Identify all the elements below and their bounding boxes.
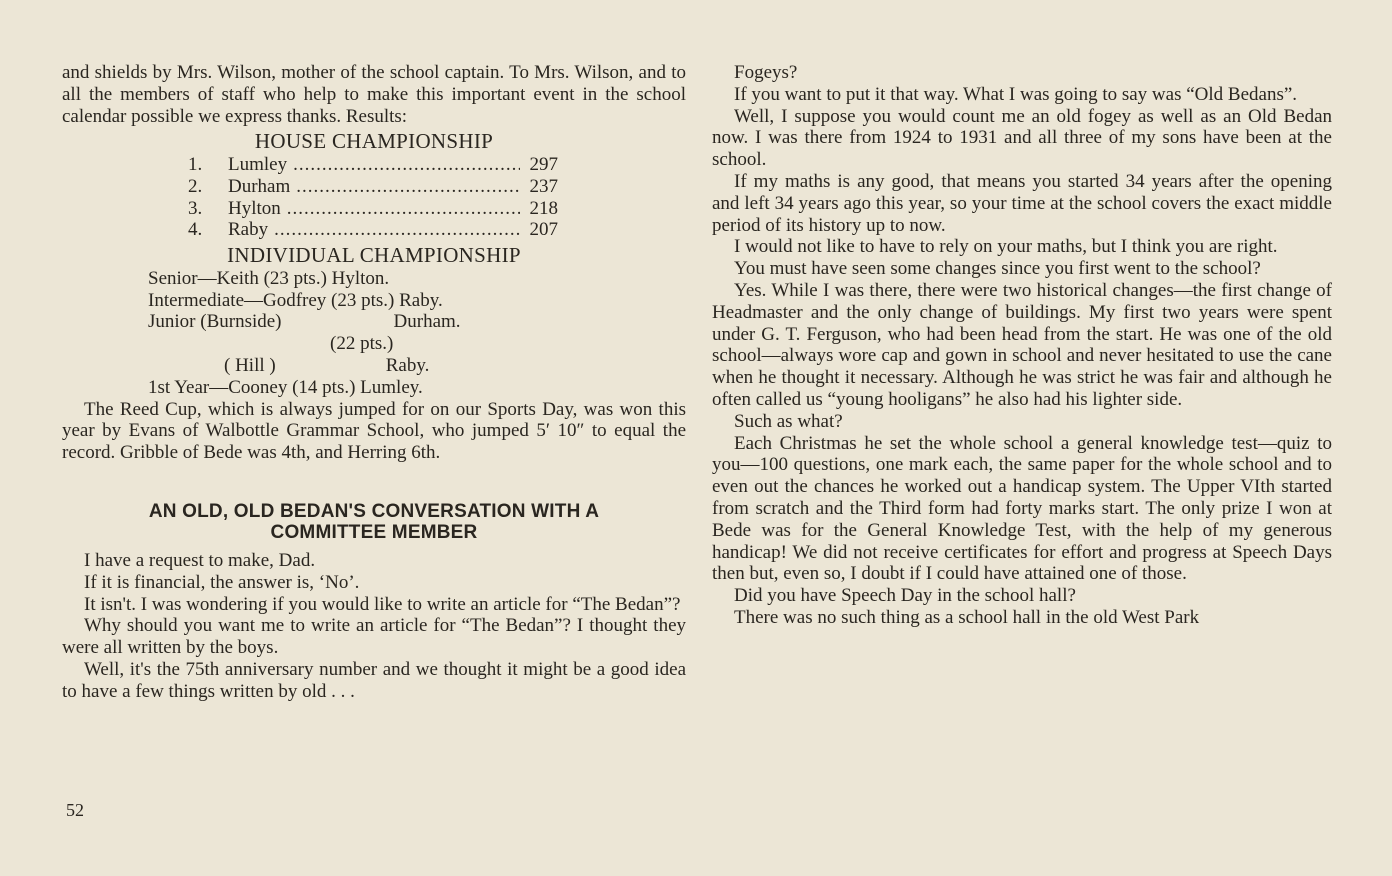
dialogue-line: Each Christmas he set the whole school a general knowledge test—quiz to you—100 questions, one mark each, the same paper for the whole school and to even out the chances he worked out a handicap system. The Upper VIth started from scratch and the Third form had forty marks start. The only prize I won at Bede was for the General Knowledge Test, with the help of my generous handicap! We did not receive certificates for effort and progress at Speech Days then but, even so, I doubt if I could have attained one of those. [712, 432, 1332, 585]
page-number: 52 [66, 800, 84, 820]
house-name: Hylton [228, 197, 281, 219]
article-title-line-2: COMMITTEE MEMBER [270, 521, 478, 543]
dialogue-line: You must have seen some changes since you first went to the school? [734, 258, 1261, 280]
dialogue-line: There was no such thing as a school hall in the old West Park [734, 606, 1200, 628]
house-points: 297 [529, 154, 558, 176]
individual-championship-heading: INDIVIDUAL CHAMPIONSHIP [227, 242, 521, 267]
dialogue-line: If my maths is any good, that means you started 34 years after the opening and left 34 years ago this year, so your time at the school covers the exact middle period of its history up to now. [712, 170, 1332, 236]
dialogue-line: Well, it's the 75th anniversary number and we thought it might be a good idea to have a few things written by old . . . [62, 658, 686, 702]
house-position: 4. [188, 219, 203, 241]
dialogue-line: If you want to put it that way. What I was going to say was “Old Bedans”. [734, 83, 1298, 105]
house-championship-table [188, 154, 558, 240]
first-year-result: 1st Year—Cooney (14 pts.) Lumley. [148, 376, 423, 398]
right-column [712, 62, 1332, 629]
left-column [62, 62, 686, 703]
dialogue-line: If it is financial, the answer is, ‘No’. [84, 571, 360, 593]
results-intro-paragraph: and shields by Mrs. Wilson, mother of the school captain. To Mrs. Wilson, and to all the members of staff who help to make this important event in the school calendar possible we express thanks. Results: [62, 62, 686, 127]
dialogue-line: Did you have Speech Day in the school hall? [734, 585, 1076, 607]
dot-leader [274, 219, 520, 241]
dialogue-line: I would not like to have to rely on your maths, but I think you are right. [734, 236, 1278, 258]
dialogue-line: Yes. While I was there, there were two historical changes—the first change of Headmaster and the only change of buildings. My first two years were spent under G. T. Ferguson, who had been head from the start. He was one of the old school—always wore cap and gown in school and never hesitated to use the cane when he thought it necessary. Although he was strict he was fair and although he often called us “young hooligans” he also had his lighter side. [712, 279, 1332, 410]
dialogue-line: I have a request to make, Dad. [84, 549, 316, 571]
house-position: 2. [188, 175, 203, 197]
dialogue-line: Fogeys? [734, 62, 798, 83]
house-points: 207 [529, 219, 558, 241]
reed-cup-paragraph: The Reed Cup, which is always jumped for on our Sports Day, was won this year by Evans of Walbottle Grammar School, who jumped 5′ 10″ to equal the record. Gribble of Bede was 4th, and Herring 6th. [62, 398, 686, 464]
dot-leader [287, 198, 520, 220]
dot-leader [293, 154, 520, 176]
dialogue-line: Well, I suppose you would count me an old fogey as well as an Old Bedan now. I was there from 1924 to 1931 and all three of my sons have been at the school. [712, 105, 1332, 171]
dialogue-line: It isn't. I was wondering if you would like to write an article for “The Bedan”? [84, 593, 681, 615]
house-position: 1. [188, 154, 203, 176]
article-title-line-1: AN OLD, OLD BEDAN'S CONVERSATION WITH A [148, 500, 600, 522]
house-row [188, 154, 558, 176]
house-row [188, 219, 558, 241]
hill-house: Raby. [385, 354, 430, 376]
hill-result [148, 355, 686, 377]
intermediate-result: Intermediate—Godfrey (23 pts.) Raby. [148, 289, 443, 311]
individual-championship-list [148, 268, 686, 399]
house-name: Lumley [228, 154, 288, 176]
hill-label: ( Hill ) [224, 354, 276, 376]
article-title [62, 501, 686, 543]
house-name: Raby [228, 219, 269, 241]
dialogue-line: Why should you want me to write an article for “The Bedan”? I thought they were all written by the boys. [62, 615, 686, 659]
junior-label: Junior (Burnside) [148, 311, 282, 333]
senior-result: Senior—Keith (23 pts.) Hylton. [148, 267, 390, 289]
house-championship-heading: HOUSE CHAMPIONSHIP [254, 129, 494, 154]
dot-leader [296, 176, 520, 198]
house-row [188, 176, 558, 198]
junior-points: (22 pts.) [330, 333, 394, 355]
junior-house: Durham. [393, 311, 461, 333]
house-row [188, 198, 558, 220]
house-points: 237 [529, 175, 558, 197]
house-position: 3. [188, 197, 203, 219]
junior-result [148, 311, 686, 333]
house-points: 218 [529, 197, 558, 219]
house-name: Durham [228, 175, 291, 197]
dialogue-line: Such as what? [734, 410, 843, 432]
